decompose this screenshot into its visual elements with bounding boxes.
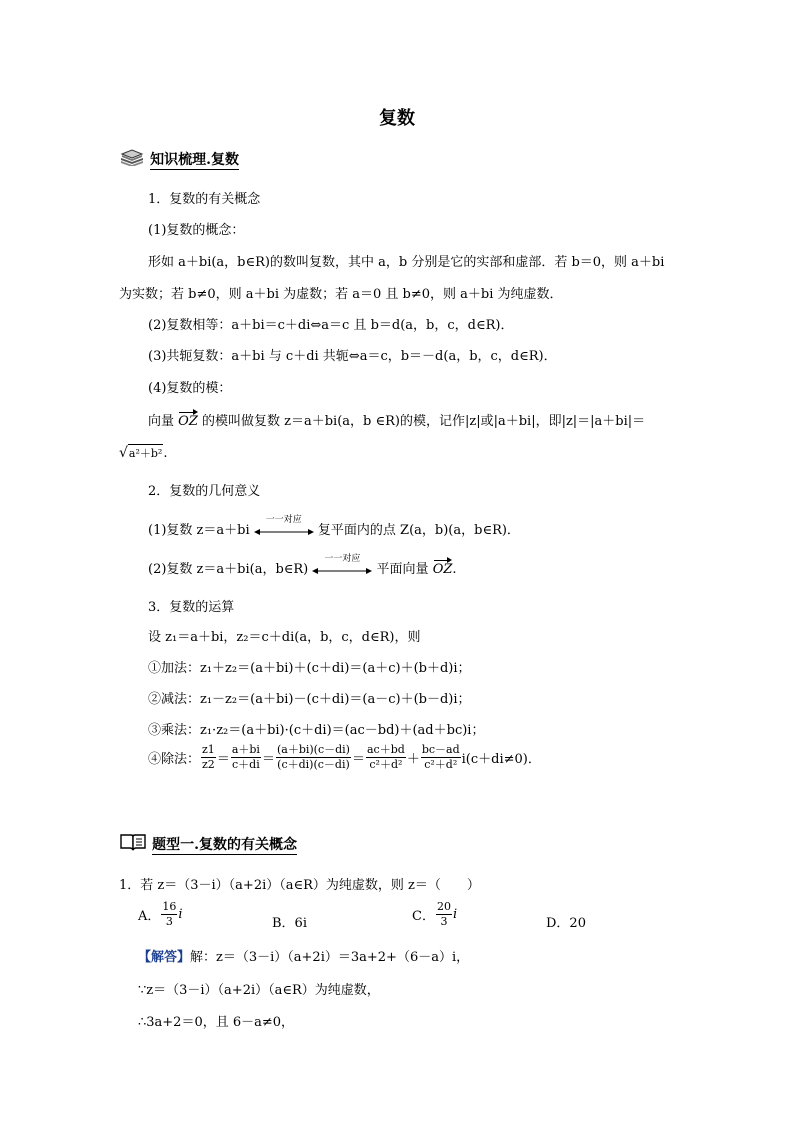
concept-title: 1．复数的有关概念 — [148, 192, 261, 207]
fraction-denominator: (c＋di)(c－di) — [277, 758, 350, 771]
option-a — [138, 900, 183, 929]
section-heading-text: 知识梳理.复数 — [150, 151, 239, 168]
divide-tail: i(c＋di≠0)． — [461, 752, 541, 767]
fraction-numerator: 20 — [436, 900, 451, 913]
option-label: A． — [138, 909, 161, 924]
section-heading-knowledge — [119, 148, 239, 170]
arrow-label: 一一对应 — [324, 553, 361, 564]
answer-tag: 【解答】 — [138, 950, 191, 965]
modulus-pre: 向量 — [148, 414, 175, 429]
vector-oz: OZ — [178, 410, 198, 429]
fraction-a-bi-over-c-di — [231, 743, 261, 772]
answer-line-2: ∵z＝（3－i）（a+2i）（a∈R）为纯虚数， — [138, 983, 380, 998]
geometry-1-pre: (1)复数 z＝a＋bi — [148, 523, 250, 538]
fraction-denominator: 3 — [165, 915, 173, 928]
operation-divide — [148, 743, 541, 772]
operation-add: ①加法：z₁＋z₂＝(a＋bi)＋(c＋di)＝(a＋c)＋(b＋d)i； — [148, 661, 471, 676]
option-c — [412, 900, 457, 929]
concept-2: (2)复数相等：a＋bi＝c＋di⇔a＝c 且 b＝d(a，b，c，d∈R)． — [148, 318, 514, 333]
page-title: 复数 — [379, 108, 415, 129]
concept-4: (4)复数的模： — [148, 381, 232, 396]
fraction-denominator: c²＋d² — [424, 758, 458, 771]
books-icon — [119, 148, 145, 170]
fraction-denominator: z2 — [202, 758, 215, 771]
period: . — [163, 446, 168, 461]
section-heading-text: 题型一.复数的有关概念 — [152, 836, 297, 853]
book-icon — [119, 832, 147, 856]
fraction-imag-part — [421, 743, 461, 772]
fraction-denominator: 3 — [440, 915, 448, 928]
option-d: D．20 — [546, 916, 586, 931]
section-heading-type1 — [119, 832, 297, 856]
fraction-denominator: c＋di — [232, 758, 260, 771]
vector-oz: OZ — [433, 558, 453, 577]
fraction-z1-z2 — [201, 743, 216, 772]
modulus-line — [148, 410, 645, 429]
option-tail: i — [178, 907, 183, 922]
geometry-2-pre: (2)复数 z＝a＋bi(a，b∈R) — [148, 562, 309, 577]
fraction-denominator: c²＋d² — [369, 758, 403, 771]
fraction-numerator: bc－ad — [421, 743, 460, 756]
equals-sign: ＝ — [216, 752, 230, 767]
equals-sign: ＝ — [261, 752, 275, 767]
fraction-numerator: ac＋bd — [367, 743, 405, 756]
fraction-conjugate — [276, 743, 351, 772]
fraction-16-3 — [161, 900, 177, 929]
sqrt-expression: a²＋b² — [128, 444, 163, 461]
concept-1: (1)复数的概念： — [148, 223, 245, 238]
concept-1-text-a: 形如 a＋bi(a，b∈R)的数叫复数，其中 a，b 分别是它的实部和虚部．若 b＝0，则 a＋bi — [148, 255, 665, 270]
answer-line-3: ∴3a+2＝0，且 6－a≠0， — [138, 1015, 295, 1030]
answer-1 — [138, 946, 469, 965]
period: . — [452, 562, 457, 577]
fraction-real-part — [366, 743, 406, 772]
question-1: 1．若 z＝（3－i）（a+2i）（a∈R）为纯虚数，则 z＝（ ） — [119, 878, 480, 893]
fraction-numerator: (a＋bi)(c－di) — [276, 743, 350, 756]
operation-subtract: ②减法：z₁－z₂＝(a＋bi)－(c＋di)＝(a－c)＋(b－d)i； — [148, 692, 471, 707]
sqrt-icon: √ — [119, 445, 128, 461]
fraction-numerator: a＋bi — [231, 743, 260, 756]
concept-1-text-b: 为实数；若 b≠0，则 a＋bi 为虚数；若 a＝0 且 b≠0，则 a＋bi 为纯虚数． — [119, 287, 563, 302]
arrow-label: 一一对应 — [265, 514, 302, 525]
fraction-numerator: z1 — [202, 743, 215, 756]
operations-setup: 设 z₁＝a＋bi，z₂＝c＋di(a，b，c，d∈R)，则 — [148, 630, 421, 645]
option-label: C． — [412, 909, 435, 924]
plus-sign: ＋ — [406, 752, 420, 767]
bidirectional-arrow-icon — [254, 514, 314, 538]
geometry-1-post: 复平面内的点 Z(a，b)(a，b∈R)． — [317, 523, 520, 538]
geometry-title: 2．复数的几何意义 — [148, 484, 261, 499]
modulus-sqrt-line — [119, 444, 167, 461]
fraction-numerator: 16 — [162, 900, 177, 913]
geometry-2 — [148, 553, 457, 577]
option-tail: i — [452, 907, 458, 922]
operations-title: 3．复数的运算 — [148, 600, 235, 615]
concept-3: (3)共轭复数：a＋bi 与 c＋di 共轭⇔a＝c，b＝－d(a，b，c，d∈R)． — [148, 349, 557, 364]
modulus-post: 的模叫做复数 z＝a＋bi(a，b ∈R)的模，记作|z|或|a＋bi|，即|z|＝|a＋bi|＝ — [202, 414, 646, 429]
divide-label: ④除法： — [148, 752, 201, 767]
geometry-2-post: 平面向量 — [376, 562, 429, 577]
bidirectional-arrow-icon — [312, 553, 372, 577]
geometry-1 — [148, 514, 520, 538]
fraction-20-3 — [436, 900, 452, 929]
option-b: B．6i — [272, 916, 307, 931]
answer-line-1: 解：z＝（3－i）（a+2i）＝3a+2+（6－a）i， — [190, 950, 470, 965]
operation-multiply: ③乘法：z₁·z₂＝(a＋bi)·(c＋di)＝(ac－bd)＋(ad＋bc)i； — [148, 723, 485, 738]
equals-sign: ＝ — [351, 752, 365, 767]
